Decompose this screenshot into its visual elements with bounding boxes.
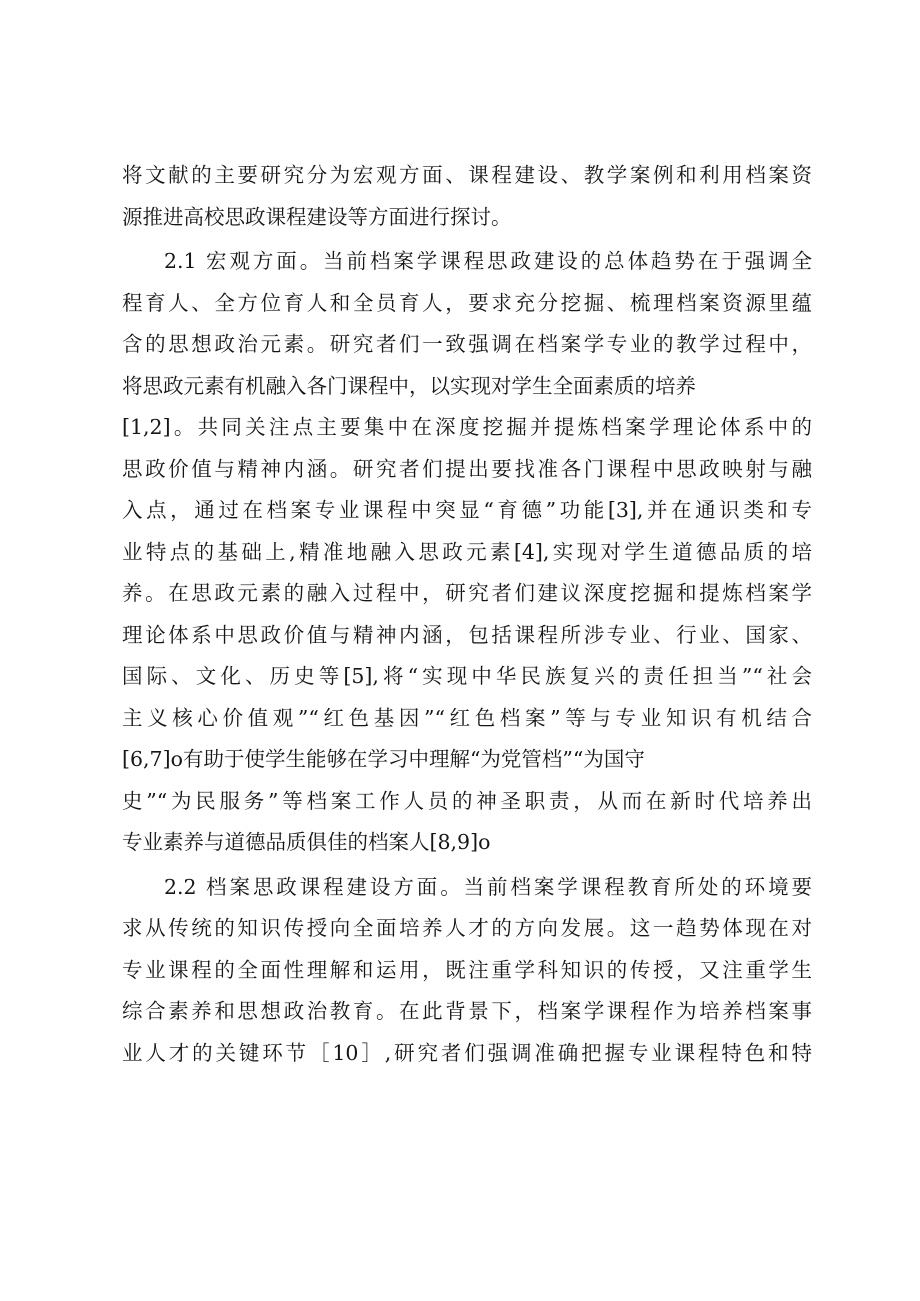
text-line: [6,7]o有助于使学生能够在学习中理解“为党管档”“为国守 — [122, 747, 645, 771]
text-line: 综合素养和思想政治教育。在此背景下，档案学课程作为培养档案事 — [122, 999, 812, 1023]
section-2-1-line: 2.1 宏观方面。当前档案学课程思政建设的总体趋势在于强调全 — [164, 249, 812, 273]
body-text — [122, 155, 812, 1074]
text-line: 业特点的基础上,精准地融入思政元素[4],实现对学生道德品质的培 — [122, 539, 812, 564]
text-line: 养。在思政元素的融入过程中，研究者们建议深度挖掘和提炼档案学 — [122, 581, 812, 605]
text-line: 将文献的主要研究分为宏观方面、课程建设、教学案例和利用档案资 — [122, 163, 812, 187]
text-line: 求从传统的知识传授向全面培养人才的方向发展。这一趋势体现在对 — [122, 916, 812, 940]
text-line: [1,2]。共同关注点主要集中在深度挖掘并提炼档案学理论体系中的 — [122, 415, 812, 439]
section-2-2-line: 2.2 档案思政课程建设方面。当前档案学课程教育所处的环境要 — [164, 874, 812, 899]
text-line: 史”“为民服务”等档案工作人员的神圣职责，从而在新时代培养出 — [122, 788, 812, 813]
text-line: 将思政元素有机融入各门课程中，以实现对学生全面素质的培养 — [122, 373, 696, 398]
text-line: 专业课程的全面性理解和运用，既注重学科知识的传授，又注重学生 — [122, 957, 812, 982]
text-line: 源推进高校思政课程建设等方面进行探讨。 — [122, 204, 512, 229]
text-line: 业人才的关键环节［10］,研究者们强调准确把握专业课程特色和特 — [122, 1040, 812, 1065]
text-line: 国际、文化、历史等[5],将“实现中华民族复兴的责任担当”“社会 — [122, 664, 812, 688]
text-line: 思政价值与精神内涵。研究者们提出要找准各门课程中思政映射与融 — [122, 456, 812, 481]
text-line: 专业素养与道德品质俱佳的档案人[8,9]o — [122, 830, 491, 854]
text-line: 主义核心价值观”“红色基因”“红色档案”等与专业知识有机结合 — [122, 705, 812, 730]
text-line: 含的思想政治元素。研究者们一致强调在档案学专业的教学过程中， — [122, 332, 812, 356]
text-line: 理论体系中思政价值与精神内涵，包括课程所涉专业、行业、国家、 — [122, 622, 812, 647]
text-line: 程育人、全方位育人和全员育人，要求充分挖掘、梳理档案资源里蕴 — [122, 290, 812, 315]
text-line: 入点，通过在档案专业课程中突显“育德”功能[3],并在通识类和专 — [122, 498, 812, 522]
